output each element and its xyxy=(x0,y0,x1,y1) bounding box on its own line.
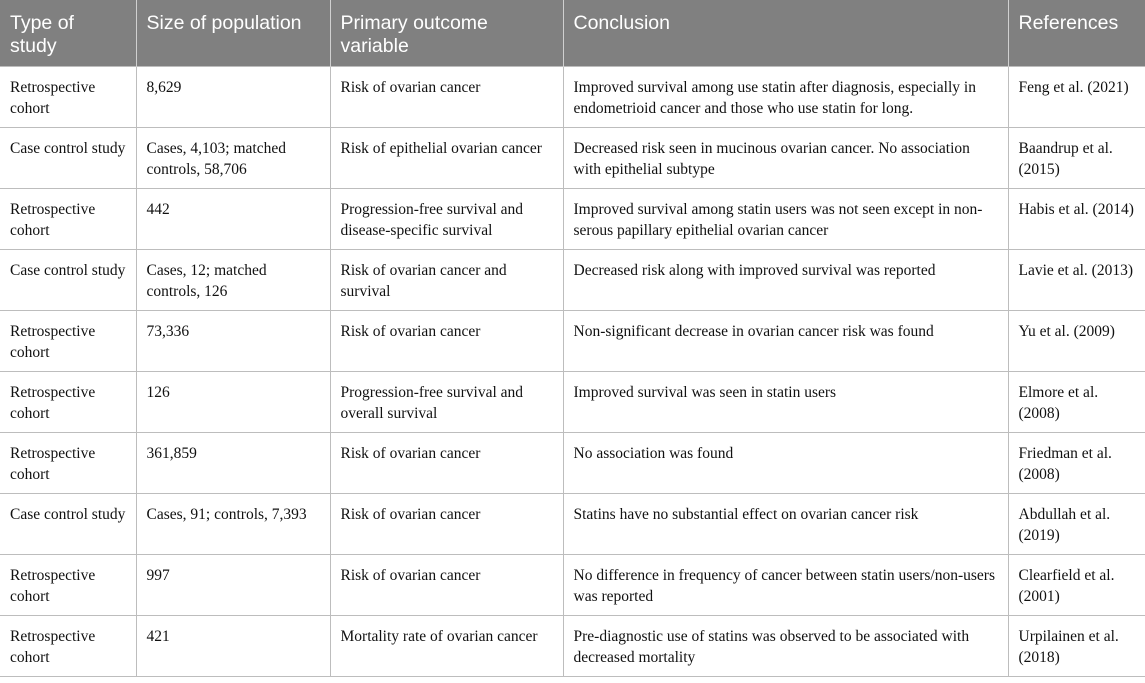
cell-primary-outcome: Progression-free survival and overall survival xyxy=(330,372,563,433)
cell-type-of-study: Retrospective cohort xyxy=(0,433,136,494)
header-row xyxy=(0,0,1145,67)
header-conclusion: Conclusion xyxy=(563,0,1008,67)
table-row xyxy=(0,128,1145,189)
cell-primary-outcome: Risk of ovarian cancer xyxy=(330,433,563,494)
cell-size-of-population: Cases, 4,103; matched controls, 58,706 xyxy=(136,128,330,189)
cell-reference: Urpilainen et al. (2018) xyxy=(1008,616,1145,677)
cell-size-of-population: 421 xyxy=(136,616,330,677)
cell-size-of-population: 361,859 xyxy=(136,433,330,494)
cell-reference: Habis et al. (2014) xyxy=(1008,189,1145,250)
cell-size-of-population: Cases, 12; matched controls, 126 xyxy=(136,250,330,311)
table-row xyxy=(0,494,1145,555)
cell-primary-outcome: Risk of ovarian cancer and survival xyxy=(330,250,563,311)
cell-type-of-study: Retrospective cohort xyxy=(0,616,136,677)
cell-type-of-study: Retrospective cohort xyxy=(0,189,136,250)
cell-primary-outcome: Risk of ovarian cancer xyxy=(330,311,563,372)
cell-primary-outcome: Risk of ovarian cancer xyxy=(330,494,563,555)
cell-type-of-study: Retrospective cohort xyxy=(0,372,136,433)
cell-reference: Lavie et al. (2013) xyxy=(1008,250,1145,311)
cell-primary-outcome: Mortality rate of ovarian cancer xyxy=(330,616,563,677)
cell-conclusion: No association was found xyxy=(563,433,1008,494)
table-header xyxy=(0,0,1145,67)
table-row xyxy=(0,67,1145,128)
cell-conclusion: Pre-diagnostic use of statins was observed to be associated with decreased mortality xyxy=(563,616,1008,677)
cell-conclusion: Improved survival was seen in statin users xyxy=(563,372,1008,433)
table-row xyxy=(0,616,1145,677)
table-row xyxy=(0,555,1145,616)
cell-size-of-population: Cases, 91; controls, 7,393 xyxy=(136,494,330,555)
cell-conclusion: Improved survival among statin users was not seen except in non-serous papillary epithelial ovarian cancer xyxy=(563,189,1008,250)
cell-conclusion: Non-significant decrease in ovarian cancer risk was found xyxy=(563,311,1008,372)
cell-type-of-study: Case control study xyxy=(0,128,136,189)
table-body xyxy=(0,67,1145,677)
cell-reference: Clearfield et al. (2001) xyxy=(1008,555,1145,616)
table-row xyxy=(0,189,1145,250)
cell-primary-outcome: Progression-free survival and disease-specific survival xyxy=(330,189,563,250)
header-primary-outcome: Primary outcome variable xyxy=(330,0,563,67)
cell-type-of-study: Retrospective cohort xyxy=(0,67,136,128)
cell-type-of-study: Case control study xyxy=(0,250,136,311)
cell-type-of-study: Retrospective cohort xyxy=(0,311,136,372)
header-references: References xyxy=(1008,0,1145,67)
cell-reference: Yu et al. (2009) xyxy=(1008,311,1145,372)
cell-reference: Abdullah et al. (2019) xyxy=(1008,494,1145,555)
cell-primary-outcome: Risk of ovarian cancer xyxy=(330,555,563,616)
table-row xyxy=(0,311,1145,372)
header-type-of-study: Type of study xyxy=(0,0,136,67)
cell-size-of-population: 73,336 xyxy=(136,311,330,372)
cell-primary-outcome: Risk of epithelial ovarian cancer xyxy=(330,128,563,189)
table-row xyxy=(0,372,1145,433)
cell-conclusion: Statins have no substantial effect on ovarian cancer risk xyxy=(563,494,1008,555)
cell-conclusion: Decreased risk along with improved survival was reported xyxy=(563,250,1008,311)
table-row xyxy=(0,250,1145,311)
cell-size-of-population: 997 xyxy=(136,555,330,616)
cell-type-of-study: Retrospective cohort xyxy=(0,555,136,616)
cell-conclusion: Decreased risk seen in mucinous ovarian cancer. No association with epithelial subtype xyxy=(563,128,1008,189)
cell-conclusion: No difference in frequency of cancer between statin users/non-users was reported xyxy=(563,555,1008,616)
cell-size-of-population: 8,629 xyxy=(136,67,330,128)
cell-type-of-study: Case control study xyxy=(0,494,136,555)
cell-conclusion: Improved survival among use statin after diagnosis, especially in endometrioid cancer and those who use statin for long. xyxy=(563,67,1008,128)
cell-reference: Friedman et al. (2008) xyxy=(1008,433,1145,494)
cell-reference: Elmore et al. (2008) xyxy=(1008,372,1145,433)
cell-reference: Feng et al. (2021) xyxy=(1008,67,1145,128)
cell-size-of-population: 442 xyxy=(136,189,330,250)
cell-reference: Baandrup et al. (2015) xyxy=(1008,128,1145,189)
table-row xyxy=(0,433,1145,494)
cell-size-of-population: 126 xyxy=(136,372,330,433)
cell-primary-outcome: Risk of ovarian cancer xyxy=(330,67,563,128)
header-size-of-population: Size of population xyxy=(136,0,330,67)
